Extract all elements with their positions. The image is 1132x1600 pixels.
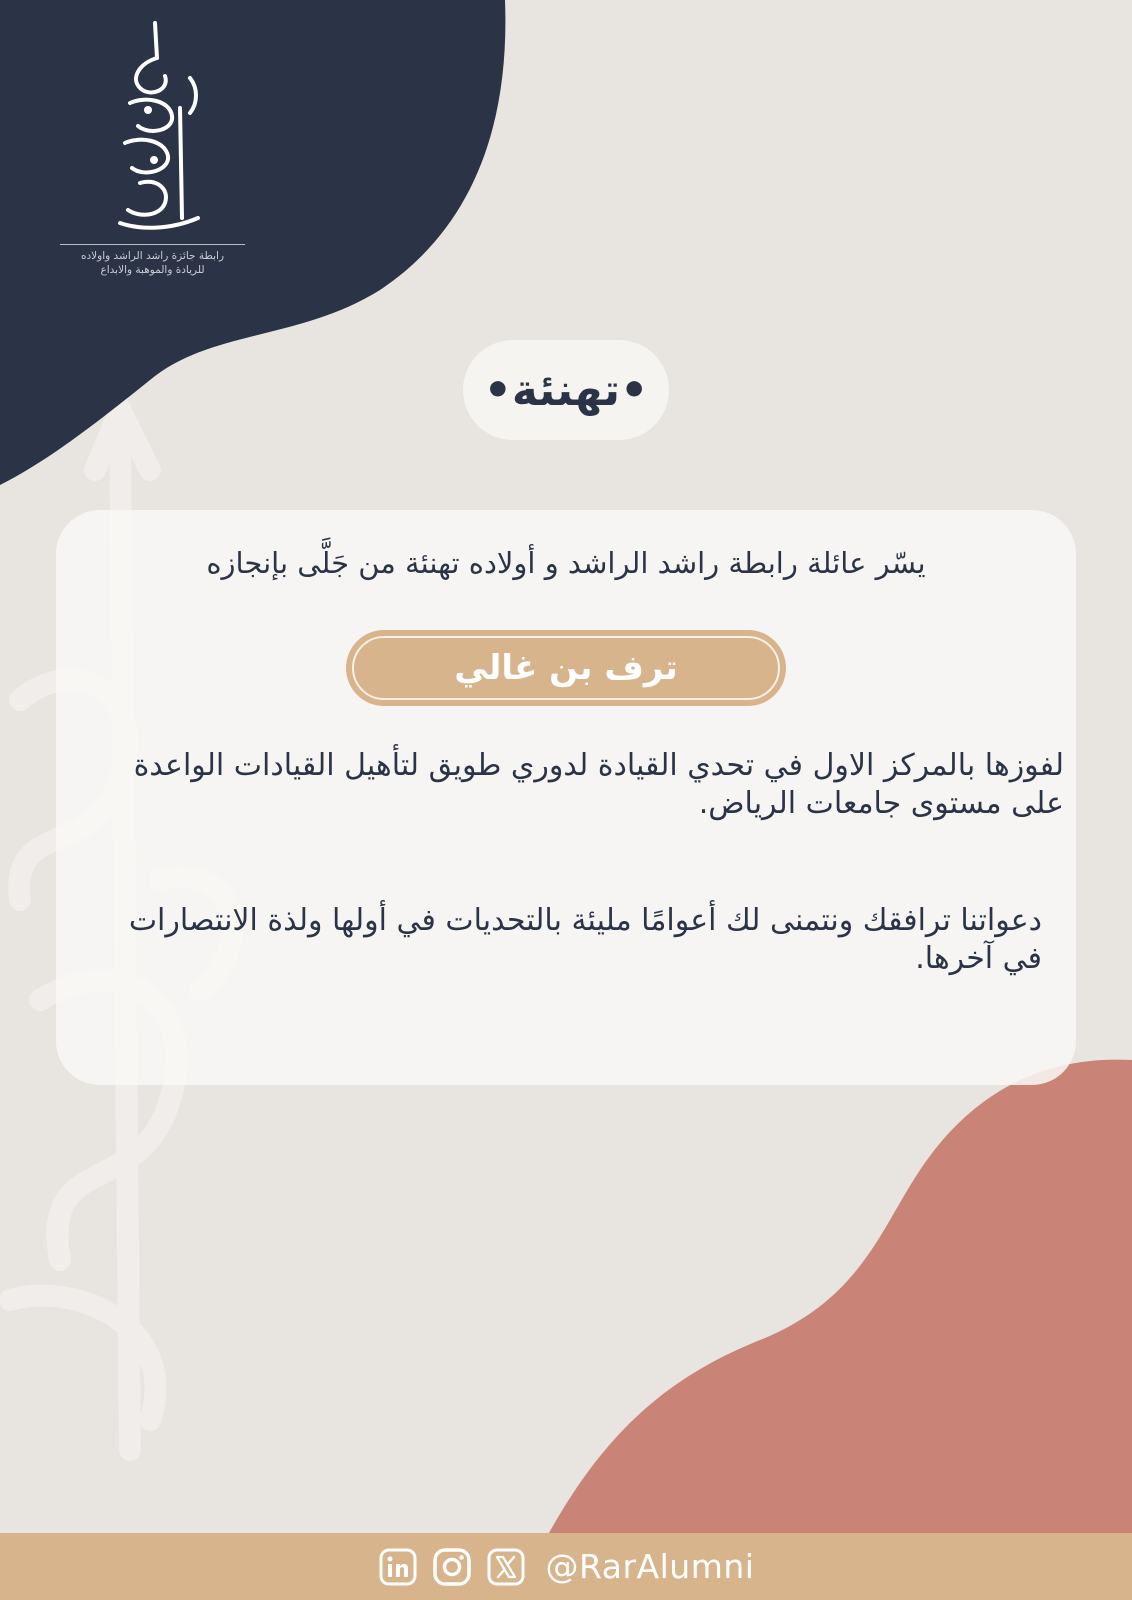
honoree-badge-border (352, 636, 780, 700)
page-title: •تهنئة• (483, 364, 649, 416)
organization-logo (55, 18, 250, 288)
calligraphy-logo-icon (110, 18, 205, 233)
achievement-paragraph: لفوزها بالمركز الاول في تحدي القيادة لدوري طويق لتأهيل القيادات الواعدة على مستوى جامعات الرياض. (133, 748, 1064, 821)
social-links (0, 1533, 1132, 1600)
title-pill (463, 340, 669, 440)
intro-text: يسّر عائلة رابطة راشد الراشد و أولاده تهنئة من جَلَّى بإنجازه (206, 546, 926, 580)
honoree-badge (346, 630, 786, 706)
footer-bar (0, 1533, 1132, 1600)
linkedin-icon[interactable] (378, 1547, 418, 1587)
wishes-paragraph: دعواتنا ترافقك ونتمنى لك أعوامًا مليئة بالتحديات في أولها ولذة الانتصارات في آخرها. (128, 903, 1042, 976)
logo-caption-line2: للريادة والموهبة والابداع (100, 264, 205, 276)
logo-caption-line1: رابطة جائزة راشد الراشد واولاده (80, 250, 225, 262)
logo-caption (55, 249, 250, 277)
congratulation-card (56, 510, 1076, 1085)
social-handle[interactable]: @RarAlumni (545, 1547, 755, 1586)
terracotta-blob (545, 1060, 1132, 1540)
instagram-icon[interactable] (432, 1547, 472, 1587)
honoree-name: ترف بن غالي (454, 648, 678, 688)
logo-divider (60, 244, 245, 245)
x-icon[interactable] (486, 1547, 526, 1587)
